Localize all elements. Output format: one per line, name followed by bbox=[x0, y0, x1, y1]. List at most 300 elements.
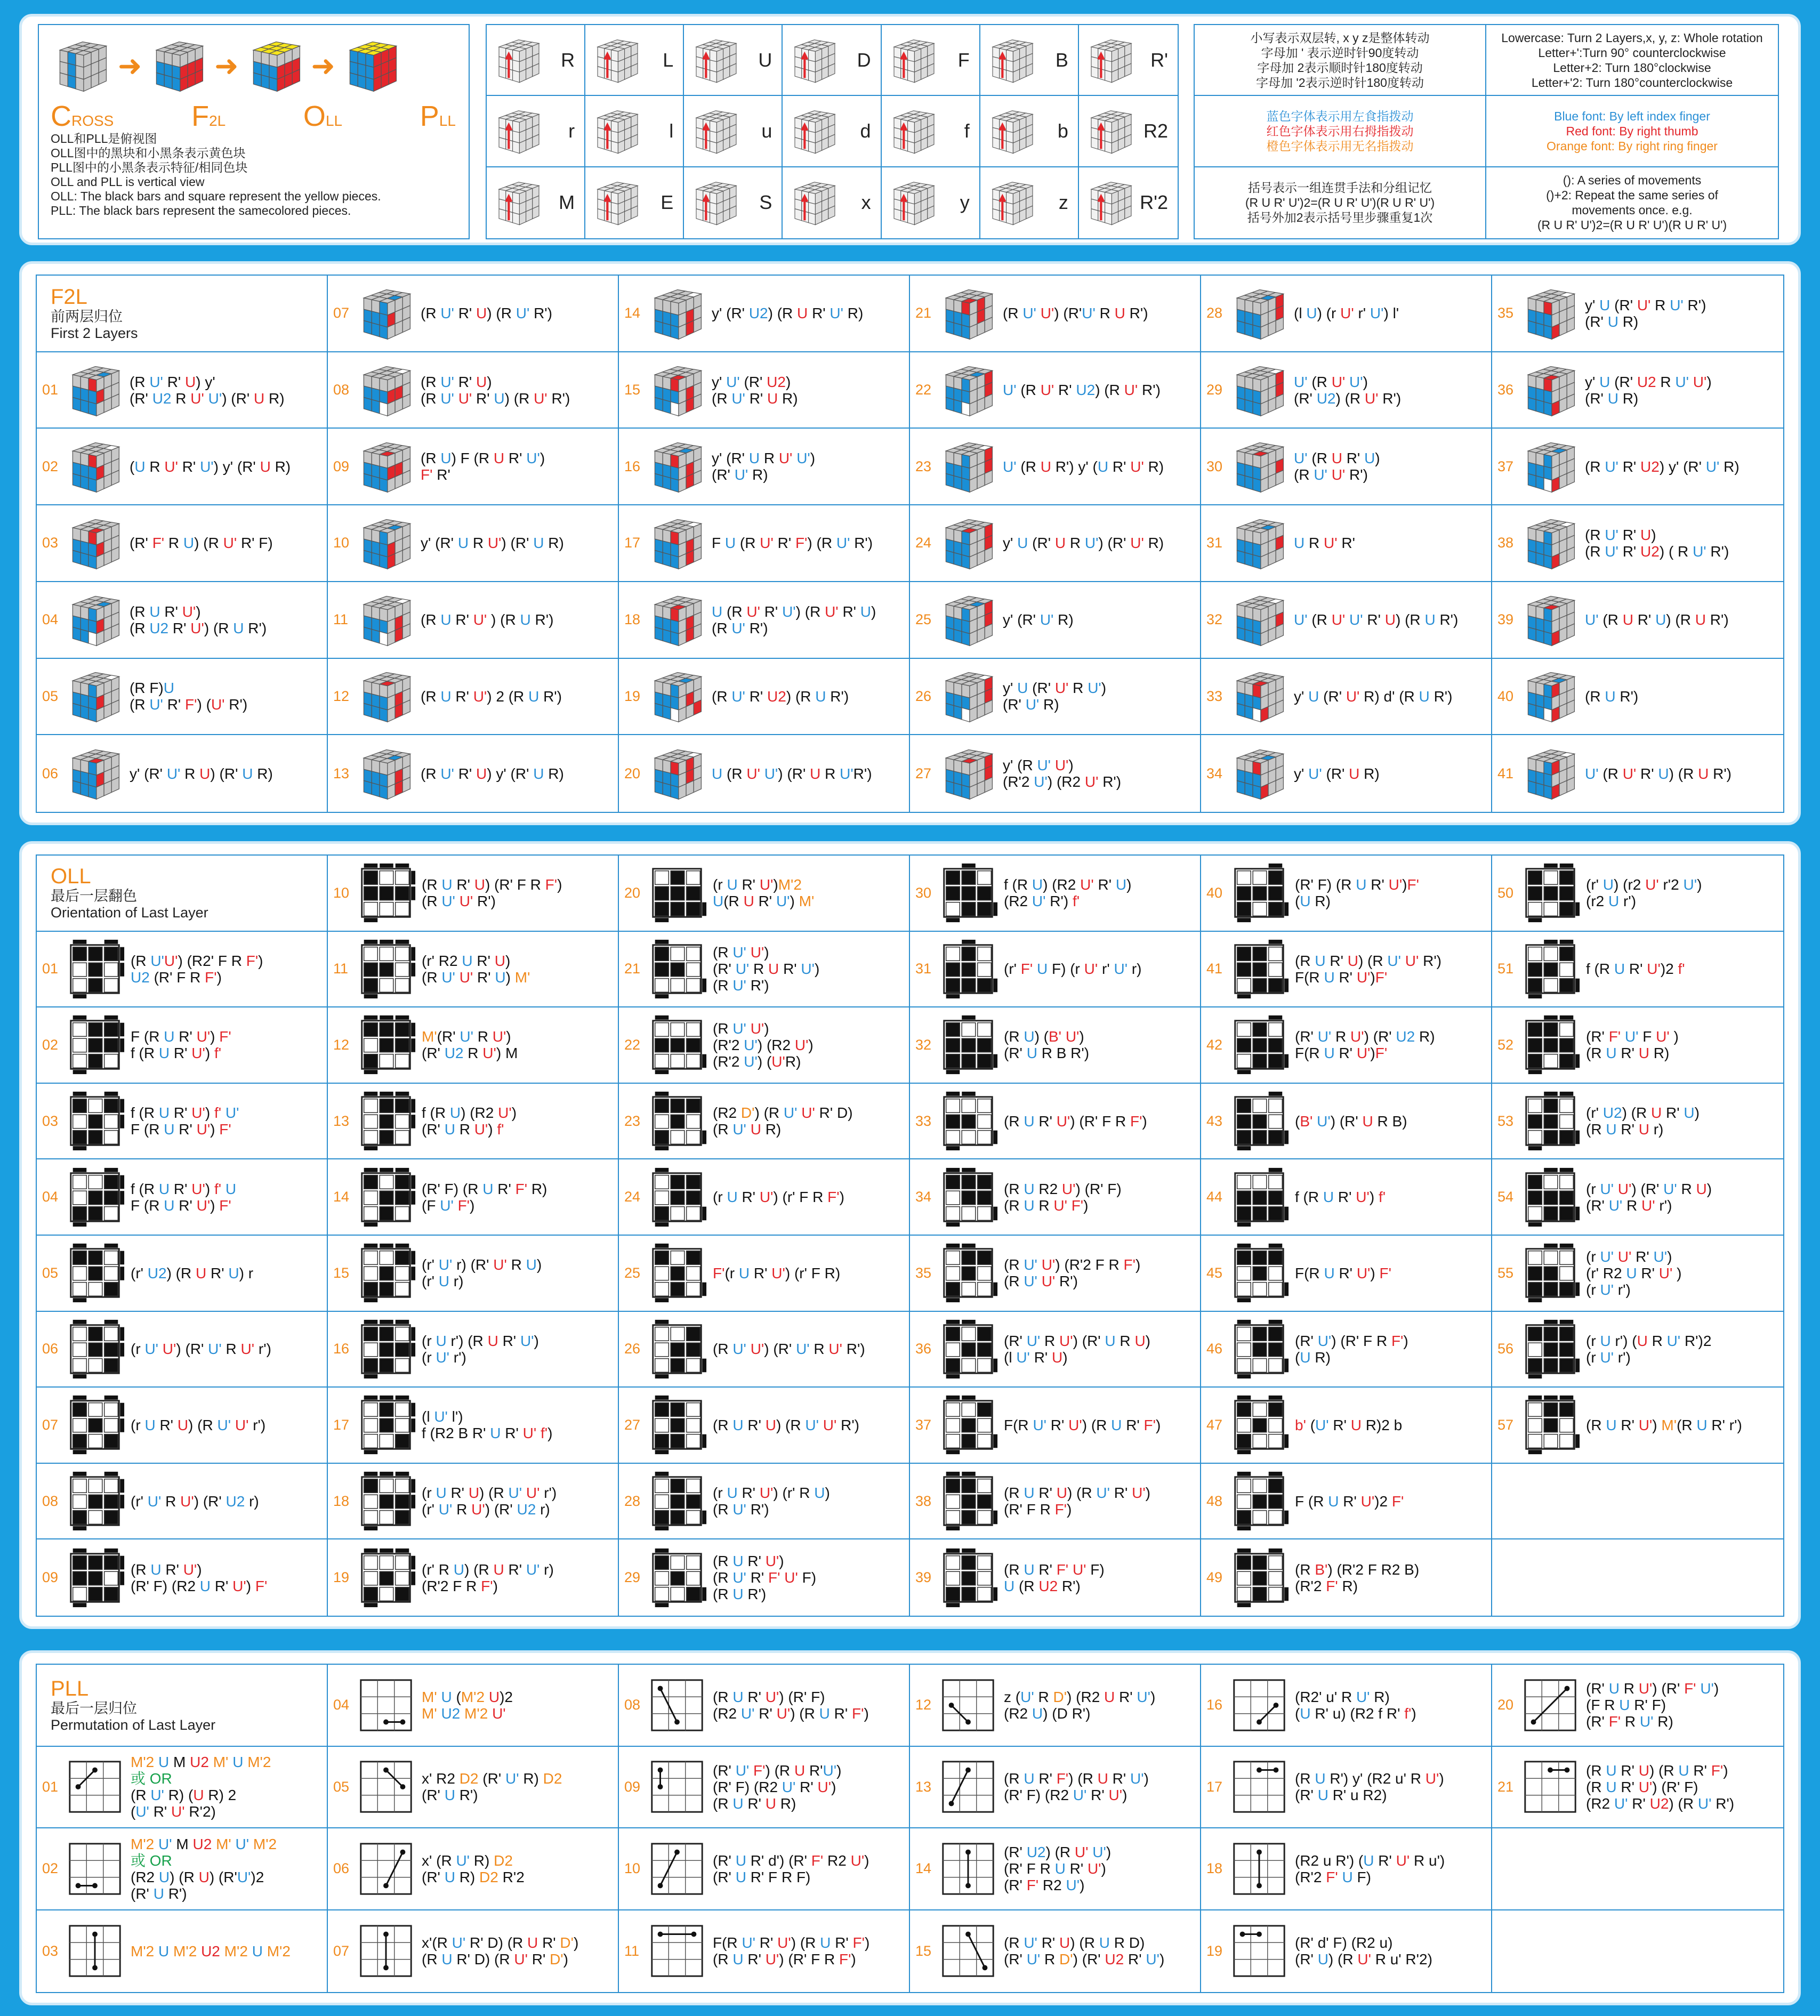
move-cube-icon bbox=[590, 34, 643, 87]
f2l-case-cube-icon bbox=[1228, 283, 1290, 344]
section-cn: 最后一层翻色 bbox=[51, 888, 137, 905]
pll-case-arrow-icon bbox=[1228, 1837, 1291, 1900]
case-algorithm: (R U' R' U) (R U' R' U2) ( R U' R') bbox=[1585, 526, 1729, 560]
oll-case-pattern-icon bbox=[937, 1318, 1000, 1381]
oll-case-21 bbox=[619, 932, 910, 1008]
oll-case-12 bbox=[328, 1007, 619, 1084]
case-algorithm: f (R U R' U')2 f' bbox=[1586, 961, 1685, 978]
case-number: 50 bbox=[1497, 884, 1514, 901]
case-algorithm: F (R U R' U') F' f (R U R' U') f' bbox=[131, 1028, 231, 1062]
case-algorithm: (R' F' R U) (R U' R' F) bbox=[130, 535, 273, 552]
case-algorithm: (R U R' U') (R' F) (R2 U R' U') F' bbox=[131, 1561, 268, 1594]
oll-case-17 bbox=[328, 1388, 619, 1464]
pll-case-15 bbox=[910, 1910, 1201, 1993]
move-label: L bbox=[663, 49, 674, 71]
legend-line: (R U R' U')2=(R U R' U')(R U R' U') bbox=[1537, 218, 1727, 232]
case-number: 05 bbox=[333, 1778, 350, 1795]
pll-case-arrow-icon bbox=[937, 1755, 1000, 1818]
case-algorithm: (R U R') y' (R2 u' R U') (R' U R' u R2) bbox=[1295, 1770, 1444, 1804]
pll-case-13 bbox=[910, 1747, 1201, 1829]
oll-case-pattern-icon bbox=[646, 1546, 708, 1609]
case-algorithm: M'2 U' M U2 M' U' M'2 或 OR (R2 U) (R U) (R'U')2 (R' U R') bbox=[131, 1835, 277, 1902]
case-number: 20 bbox=[624, 765, 641, 781]
oll-case-pattern-icon bbox=[937, 1470, 1000, 1533]
case-algorithm: (U R U' R' U') y' (R' U R) bbox=[130, 458, 291, 475]
oll-case-pattern-icon bbox=[1519, 1090, 1582, 1152]
legend-line: Lowercase: Turn 2 Layers,x, y, z: Whole rotation bbox=[1501, 30, 1763, 45]
f2l-case-35 bbox=[1492, 276, 1783, 352]
note-line: OLL和PLL是俯视图 bbox=[51, 132, 157, 146]
oll-case-pattern-icon bbox=[355, 1546, 417, 1609]
case-algorithm: (R2 u R') (U R' U' R u') (R'2 F' U F) bbox=[1295, 1852, 1445, 1885]
section-en: First 2 Layers bbox=[51, 325, 138, 341]
oll-case-pattern-icon bbox=[646, 1166, 708, 1229]
case-number: 08 bbox=[333, 382, 350, 398]
case-algorithm: (r U' U') (R' U' R U' r') bbox=[131, 1341, 271, 1358]
case-algorithm: (R B') (R'2 F R2 B) (R'2 F' R) bbox=[1295, 1561, 1420, 1594]
pll-case-arrow-icon bbox=[937, 1837, 1000, 1900]
case-algorithm: z (U' R D') (R2 U R' U') (R2 U) (D R') bbox=[1004, 1688, 1156, 1722]
f2l-case-cube-icon bbox=[355, 436, 416, 497]
pll-case-06 bbox=[328, 1828, 619, 1910]
f2l-case-06 bbox=[37, 735, 328, 812]
oll-panel bbox=[19, 841, 1801, 1629]
arrow-icon: ➜ bbox=[311, 50, 335, 82]
move-cell bbox=[980, 167, 1079, 238]
case-number: 15 bbox=[915, 1942, 932, 1959]
case-number: 40 bbox=[1206, 884, 1223, 901]
oll-case-53 bbox=[1492, 1084, 1783, 1160]
f2l-case-cube-icon bbox=[355, 589, 416, 651]
oll-case-pattern-icon bbox=[355, 1166, 417, 1229]
oll-case-28 bbox=[619, 1464, 910, 1540]
case-algorithm: (R U R' U) (R' F R F') (R U' U' R') bbox=[422, 876, 562, 910]
pll-case-arrow-icon bbox=[646, 1837, 708, 1900]
f2l-case-34 bbox=[1201, 735, 1492, 812]
f2l-case-cube-icon bbox=[1228, 359, 1290, 421]
f2l-case-cube-icon bbox=[355, 512, 416, 574]
f2l-case-36 bbox=[1492, 352, 1783, 429]
case-number: 24 bbox=[624, 1189, 641, 1205]
case-algorithm: (R U R' U') (R U' R' F' U' F) (R U R') bbox=[713, 1553, 817, 1603]
pll-case-01 bbox=[37, 1747, 328, 1829]
case-number: 11 bbox=[333, 611, 349, 628]
case-number: 41 bbox=[1206, 961, 1223, 977]
oll-case-30 bbox=[910, 856, 1201, 932]
pll-case-05 bbox=[328, 1747, 619, 1829]
pll-case-12 bbox=[910, 1665, 1201, 1747]
oll-case-pattern-icon bbox=[937, 861, 1000, 924]
case-algorithm: (r' R U) (R U R' U' r) (R'2 F R F') bbox=[422, 1561, 554, 1594]
oll-case-37 bbox=[910, 1388, 1201, 1464]
pll-case-arrow-icon bbox=[355, 1674, 417, 1737]
case-number: 09 bbox=[42, 1569, 59, 1586]
case-number: 07 bbox=[333, 305, 350, 321]
pll-case-arrow-icon bbox=[1519, 1674, 1582, 1737]
f2l-case-09 bbox=[328, 429, 619, 505]
f2l-case-cube-icon bbox=[646, 665, 707, 727]
oll-case-pattern-icon bbox=[63, 1241, 126, 1304]
case-number: 21 bbox=[1497, 1778, 1514, 1795]
case-number: 16 bbox=[624, 458, 641, 474]
oll-case-29 bbox=[619, 1539, 910, 1616]
case-number: 27 bbox=[915, 765, 932, 781]
oll-case-01 bbox=[37, 932, 328, 1008]
case-number: 08 bbox=[624, 1697, 641, 1713]
case-algorithm: U' (R U R' U) (R U R') bbox=[1585, 611, 1729, 628]
case-number: 07 bbox=[333, 1942, 350, 1959]
case-algorithm: y' U (R' U2 R U' U') (R' U R) bbox=[1585, 373, 1712, 407]
case-number: 10 bbox=[624, 1860, 641, 1877]
oll-case-55 bbox=[1492, 1236, 1783, 1312]
case-algorithm: (R U R' U) (R U' U' R') F(R U R' U')F' bbox=[1295, 952, 1441, 986]
oll-case-39 bbox=[910, 1539, 1201, 1616]
case-algorithm: U' (R U R' U) (R U' U' R') bbox=[1294, 450, 1380, 483]
case-algorithm: f (R U) (R2 U') (R' U R U') f' bbox=[422, 1104, 517, 1138]
oll-case-pattern-icon bbox=[646, 1090, 708, 1152]
case-algorithm: y' (R' U R U' U') (R' U' R) bbox=[712, 450, 816, 483]
oll-case-49 bbox=[1201, 1539, 1492, 1616]
case-number: 36 bbox=[1497, 382, 1514, 398]
case-number: 09 bbox=[333, 458, 350, 474]
case-algorithm: (R U) F (R U R' U') F' R' bbox=[421, 450, 545, 483]
move-cube-icon bbox=[985, 34, 1038, 87]
section-en: Permutation of Last Layer bbox=[51, 1716, 216, 1733]
case-algorithm: (r U' U' R' U') (r' R2 U R' U' ) (r U' r') bbox=[1586, 1248, 1682, 1298]
case-algorithm: (R U R' U') M'(R U R' r') bbox=[1586, 1416, 1742, 1433]
case-number: 19 bbox=[1206, 1942, 1223, 1959]
oll-case-pattern-icon bbox=[1228, 1013, 1291, 1076]
case-number: 15 bbox=[624, 382, 641, 398]
move-label: z bbox=[1058, 191, 1068, 214]
f2l-case-cube-icon bbox=[1519, 359, 1581, 421]
legend-line: (R U R' U')2=(R U R' U')(R U R' U') bbox=[1245, 196, 1435, 210]
case-number: 39 bbox=[1497, 611, 1514, 628]
move-cube-icon bbox=[787, 104, 840, 158]
oll-case-pattern-icon bbox=[1519, 938, 1582, 1001]
f2l-case-33 bbox=[1201, 659, 1492, 736]
case-algorithm: (r U r') (R U R' U') (r U' r') bbox=[422, 1332, 539, 1366]
legend-line: Orange font: By right ring finger bbox=[1547, 139, 1718, 153]
case-number: 32 bbox=[915, 1036, 932, 1053]
f2l-case-30 bbox=[1201, 429, 1492, 505]
case-number: 19 bbox=[333, 1569, 350, 1586]
case-algorithm: f (R U R' U') f' U' F (R U R' U') F' bbox=[131, 1104, 239, 1138]
f2l-case-03 bbox=[37, 505, 328, 582]
pll-case-arrow-icon bbox=[1228, 1674, 1291, 1737]
f2l-case-32 bbox=[1201, 582, 1492, 659]
pll-case-arrow-icon bbox=[1228, 1755, 1291, 1818]
f2l-case-cube-icon bbox=[646, 359, 707, 421]
legend-line: Red font: By right thumb bbox=[1566, 124, 1698, 138]
case-number: 10 bbox=[333, 535, 350, 551]
case-algorithm: y' U' (R' U2) (R U' R' U R) bbox=[712, 373, 798, 407]
case-number: 55 bbox=[1497, 1264, 1514, 1281]
f2l-case-04 bbox=[37, 582, 328, 659]
case-algorithm: F(R U' R' U') (R U R' F') bbox=[1004, 1416, 1161, 1433]
case-algorithm: (r U R' U) (R U' U' r') bbox=[131, 1416, 266, 1433]
f2l-case-05 bbox=[37, 659, 328, 736]
move-cube-icon bbox=[985, 104, 1038, 158]
pll-case-19 bbox=[1201, 1910, 1492, 1993]
f2l-case-20 bbox=[619, 735, 910, 812]
f2l-case-cube-icon bbox=[1519, 512, 1581, 574]
case-number: 35 bbox=[1497, 305, 1514, 321]
f2l-case-27 bbox=[910, 735, 1201, 812]
oll-case-pattern-icon bbox=[646, 1393, 708, 1456]
oll-case-pattern-icon bbox=[63, 1393, 126, 1456]
pll-case-16 bbox=[1201, 1665, 1492, 1747]
case-algorithm: x'(R U' R' D) (R U R' D') (R U R' D) (R U' R' D') bbox=[422, 1934, 579, 1968]
oll-case-pattern-icon bbox=[355, 1393, 417, 1456]
step-label: CROSS bbox=[51, 100, 114, 132]
oll-case-46 bbox=[1201, 1312, 1492, 1388]
oll-case-15 bbox=[328, 1236, 619, 1312]
move-label: l bbox=[669, 119, 674, 142]
case-number: 13 bbox=[333, 1112, 350, 1129]
step-label: OLL bbox=[303, 100, 343, 132]
move-cell bbox=[980, 96, 1079, 167]
legend-line: 括号外加2表示括号里步骤重复1次 bbox=[1247, 211, 1433, 225]
case-algorithm: (R' F' U' F U' ) (R U R' U R) bbox=[1586, 1028, 1679, 1062]
case-number: 43 bbox=[1206, 1112, 1223, 1129]
legend-line: Blue font: By left index finger bbox=[1554, 109, 1710, 123]
oll-case-pattern-icon bbox=[355, 1470, 417, 1533]
f2l-case-cube-icon bbox=[1228, 743, 1290, 804]
f2l-case-15 bbox=[619, 352, 910, 429]
move-label: R2 bbox=[1143, 119, 1168, 142]
case-number: 14 bbox=[915, 1860, 932, 1877]
f2l-case-cube-icon bbox=[646, 436, 707, 497]
case-algorithm: (R U R' U) (R U' R' U') (R' F R F') bbox=[1004, 1485, 1150, 1518]
pll-case-arrow-icon bbox=[646, 1755, 708, 1818]
case-number: 33 bbox=[915, 1112, 932, 1129]
case-algorithm: U' (R U' R' U) (R U R') bbox=[1585, 765, 1732, 782]
case-algorithm: (R' d' F) (R2 u) (R' U) (R U' R u' R'2) bbox=[1295, 1934, 1432, 1968]
case-algorithm: x' (R U' R) D2 (R' U R) D2 R'2 bbox=[422, 1852, 525, 1885]
oll-case-08 bbox=[37, 1464, 328, 1540]
pll-case-09 bbox=[619, 1747, 910, 1829]
oll-case-pattern-icon bbox=[63, 1318, 126, 1381]
f2l-case-cube-icon bbox=[646, 743, 707, 804]
cfop-steps bbox=[51, 100, 456, 133]
legend-line: ()+2: Repeat the same series of bbox=[1546, 188, 1718, 203]
case-number: 26 bbox=[624, 1341, 641, 1357]
case-number: 37 bbox=[915, 1416, 932, 1433]
f2l-case-22 bbox=[910, 352, 1201, 429]
move-cell bbox=[882, 25, 980, 96]
f2l-case-cube-icon bbox=[355, 665, 416, 727]
pll-case-17 bbox=[1201, 1747, 1492, 1829]
move-label: d bbox=[860, 119, 871, 142]
f2l-case-12 bbox=[328, 659, 619, 736]
oll-case-57 bbox=[1492, 1388, 1783, 1464]
case-algorithm: (R' U2) (R U' U') (R' F R U R' U') (R' F' R2 U') bbox=[1004, 1844, 1112, 1894]
oll-grid bbox=[36, 854, 1784, 1617]
cfop-box bbox=[38, 24, 470, 239]
case-algorithm: U R U' R' bbox=[1294, 535, 1355, 552]
f2l-case-21 bbox=[910, 276, 1201, 352]
legend-line: Letter+':Turn 90° counterclockwise bbox=[1538, 45, 1726, 60]
case-algorithm: y' U (R' U' R U') (R' U' R) bbox=[1003, 680, 1107, 713]
case-algorithm: (R' U R' d') (R' F' R2 U') (R' U R' F R F) bbox=[713, 1852, 869, 1885]
oll-case-20 bbox=[619, 856, 910, 932]
case-algorithm: (R2 D') (R U' U' R' D) (R U' U R) bbox=[713, 1104, 853, 1138]
note-line: PLL图中的小黑条表示特征/相同色块 bbox=[51, 160, 248, 174]
move-cell bbox=[487, 25, 585, 96]
pll-case-07 bbox=[328, 1910, 619, 1993]
move-cube-icon bbox=[1083, 104, 1137, 158]
oll-case-pattern-icon bbox=[1228, 1241, 1291, 1304]
arrow-icon: ➜ bbox=[118, 50, 142, 82]
oll-case-56 bbox=[1492, 1312, 1783, 1388]
case-number: 30 bbox=[1206, 458, 1223, 474]
pll-case-14 bbox=[910, 1828, 1201, 1910]
case-algorithm: F'(r U R' U') (r' F R) bbox=[713, 1264, 841, 1281]
case-number: 08 bbox=[42, 1493, 59, 1509]
oll-case-04 bbox=[37, 1159, 328, 1236]
f2l-case-cube-icon bbox=[1519, 589, 1581, 651]
case-algorithm: M'2 U M'2 U2 M'2 U M'2 bbox=[131, 1942, 291, 1959]
case-number: 28 bbox=[624, 1493, 641, 1509]
move-cube-icon bbox=[985, 176, 1038, 229]
oll-case-33 bbox=[910, 1084, 1201, 1160]
oll-case-pattern-icon bbox=[63, 938, 126, 1001]
f2l-case-cube-icon bbox=[1519, 665, 1581, 727]
move-cell bbox=[585, 96, 684, 167]
oll-case-26 bbox=[619, 1312, 910, 1388]
f2l-panel bbox=[19, 261, 1801, 825]
f2l-case-26 bbox=[910, 659, 1201, 736]
oll-case-pattern-icon bbox=[355, 1090, 417, 1152]
f2l-case-23 bbox=[910, 429, 1201, 505]
case-number: 47 bbox=[1206, 1416, 1223, 1433]
move-cube-icon bbox=[787, 176, 840, 229]
case-number: 16 bbox=[333, 1341, 350, 1357]
case-number: 01 bbox=[42, 961, 59, 977]
f2l-case-cube-icon bbox=[937, 512, 998, 574]
case-number: 06 bbox=[42, 1341, 59, 1357]
case-algorithm: f (R U) (R2 U' R' U) (R2 U' R') f' bbox=[1004, 876, 1132, 910]
header-panel bbox=[19, 14, 1801, 245]
legend-line: 蓝色字体表示用左食指拨动 bbox=[1266, 109, 1414, 123]
oll-case-pattern-icon bbox=[1519, 861, 1582, 924]
case-algorithm: (R' U' R U') (R' U R U) (l U' R' U) bbox=[1004, 1332, 1150, 1366]
oll-case-pattern-icon bbox=[937, 1241, 1000, 1304]
oll-case-35 bbox=[910, 1236, 1201, 1312]
legend-line: 红色字体表示用右拇指拨动 bbox=[1266, 124, 1414, 138]
case-algorithm: (R U' U') (R'2 F R F') (R U' U' R') bbox=[1004, 1256, 1141, 1290]
oll-case-pattern-icon bbox=[63, 1470, 126, 1533]
case-number: 25 bbox=[915, 611, 932, 628]
oll-case-pattern-icon bbox=[63, 1090, 126, 1152]
section-title: F2L bbox=[51, 285, 87, 309]
oll-case-18 bbox=[328, 1464, 619, 1540]
legend-cn-2 bbox=[1195, 96, 1486, 167]
note-line: OLL: The black bars and square represent the yellow pieces. bbox=[51, 189, 381, 203]
case-number: 12 bbox=[333, 688, 350, 704]
case-number: 16 bbox=[1206, 1697, 1223, 1713]
arrow-icon: ➜ bbox=[214, 50, 239, 82]
case-algorithm: (R U R' U') (R' F R F') bbox=[1004, 1112, 1147, 1130]
case-algorithm: (R U' U') (R' U' R U' R') bbox=[713, 1341, 865, 1358]
case-number: 45 bbox=[1206, 1264, 1223, 1281]
case-algorithm: (r' U' R U') (R' U2 r) bbox=[131, 1493, 259, 1510]
move-cube-icon bbox=[491, 34, 544, 87]
oll-case-06 bbox=[37, 1312, 328, 1388]
case-algorithm: (R U R2 U') (R' F) (R U R U' F') bbox=[1004, 1180, 1122, 1214]
oll-case-pattern-icon bbox=[937, 1393, 1000, 1456]
oll-case-42 bbox=[1201, 1007, 1492, 1084]
case-number: 49 bbox=[1206, 1569, 1223, 1586]
case-algorithm: F(R U' R' U') (R U R' F') (R U R' U') (R' F R F') bbox=[713, 1934, 870, 1968]
move-cube-icon bbox=[590, 104, 643, 158]
oll-case-05 bbox=[37, 1236, 328, 1312]
legend-en-3 bbox=[1486, 167, 1778, 238]
case-algorithm: U' (R U' U' R' U) (R U R') bbox=[1294, 611, 1459, 628]
f2l-grid bbox=[36, 275, 1784, 813]
case-algorithm: (R U R' F' U' F) U (R U2 R') bbox=[1004, 1561, 1105, 1594]
case-number: 20 bbox=[624, 884, 641, 901]
move-notation-table bbox=[486, 24, 1179, 239]
f2l-case-cube-icon bbox=[1228, 665, 1290, 727]
case-algorithm: U' (R U' U') (R' U2) (R U' R') bbox=[1294, 373, 1402, 407]
move-label: R'2 bbox=[1140, 191, 1168, 214]
section-en: Orientation of Last Layer bbox=[51, 905, 208, 921]
pll-case-arrow-icon bbox=[355, 1755, 417, 1818]
legend-line: 字母加 '2表示逆时针180度转动 bbox=[1256, 75, 1424, 90]
move-label: D bbox=[857, 49, 871, 71]
case-algorithm: (R U) (B' U') (R' U R B R') bbox=[1004, 1028, 1090, 1062]
case-number: 53 bbox=[1497, 1112, 1514, 1129]
case-algorithm: F U (R U' R' F') (R U' R') bbox=[712, 535, 873, 552]
case-number: 07 bbox=[42, 1416, 59, 1433]
oll-case-45 bbox=[1201, 1236, 1492, 1312]
move-label: M bbox=[559, 191, 575, 214]
f2l-case-cube-icon bbox=[646, 283, 707, 344]
move-label: U bbox=[758, 49, 772, 71]
case-algorithm: M' U (M'2 U)2 M' U2 M'2 U' bbox=[422, 1688, 513, 1722]
legend-line: 括号表示一组连贯手法和分组记忆 bbox=[1248, 181, 1432, 195]
case-number: 09 bbox=[624, 1778, 641, 1795]
pll-case-arrow-icon bbox=[646, 1674, 708, 1737]
oll-case-10 bbox=[328, 856, 619, 932]
section-header bbox=[37, 276, 328, 352]
move-cube-icon bbox=[688, 104, 742, 158]
pll-case-arrow-icon bbox=[63, 1920, 126, 1982]
oll-case-pattern-icon bbox=[646, 1013, 708, 1076]
f2l-case-28 bbox=[1201, 276, 1492, 352]
oll-case-23 bbox=[619, 1084, 910, 1160]
move-cell bbox=[783, 167, 881, 238]
case-number: 35 bbox=[915, 1264, 932, 1281]
case-algorithm: y' (R' U R U') (R' U R) bbox=[421, 535, 564, 552]
case-number: 03 bbox=[42, 1112, 59, 1129]
case-algorithm: y' U (R' U' R) d' (R U R') bbox=[1294, 688, 1453, 705]
case-number: 23 bbox=[915, 458, 932, 474]
case-algorithm: (R' F) (R U R' U')F' (U R) bbox=[1295, 876, 1419, 910]
f2l-case-19 bbox=[619, 659, 910, 736]
case-number: 02 bbox=[42, 1860, 59, 1877]
pll-case-arrow-icon bbox=[355, 1920, 417, 1982]
move-label: B bbox=[1055, 49, 1068, 71]
pll-case-arrow-icon bbox=[1519, 1755, 1582, 1818]
oll-case-36 bbox=[910, 1312, 1201, 1388]
case-number: 31 bbox=[1206, 535, 1223, 551]
oll-case-pattern-icon bbox=[355, 861, 417, 924]
case-algorithm: y' (R' U' R U) (R' U R) bbox=[130, 765, 273, 782]
case-algorithm: (R' U' R U') (R' U2 R) F(R U R' U')F' bbox=[1295, 1028, 1435, 1062]
